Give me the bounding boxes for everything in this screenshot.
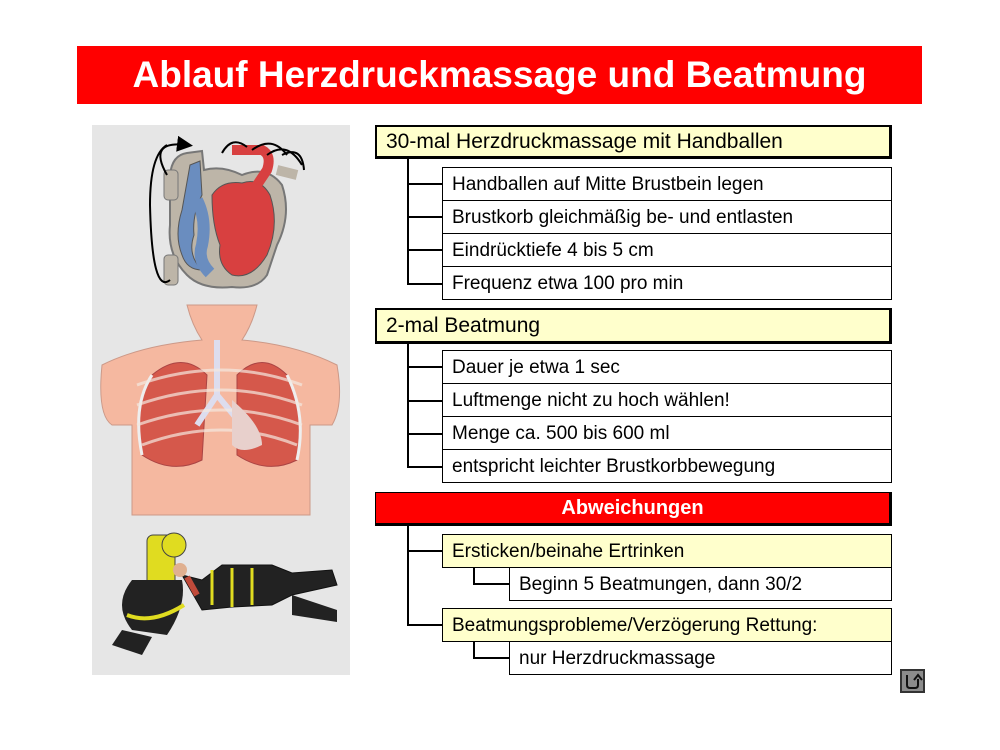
- deviation-ventilation: Beatmungsprobleme/Verzögerung Rettung:: [442, 608, 892, 642]
- list-item: Brustkorb gleichmäßig be- und entlasten: [442, 200, 892, 234]
- list-item: Handballen auf Mitte Brustbein legen: [442, 167, 892, 201]
- connector-line: [407, 183, 442, 185]
- firefighter-cpr-illustration: [112, 533, 337, 655]
- connector-line: [407, 216, 442, 218]
- illustration-panel: [92, 125, 350, 675]
- deviation-drowning: Ersticken/beinahe Ertrinken: [442, 534, 892, 568]
- section1-heading: 30-mal Herzdruckmassage mit Handballen: [375, 125, 892, 159]
- lungs-torso-illustration: [101, 305, 340, 515]
- list-item: Eindrücktiefe 4 bis 5 cm: [442, 233, 892, 267]
- deviation-ventilation-detail: nur Herzdruckmassage: [509, 641, 892, 675]
- heart-illustration: [150, 142, 304, 287]
- list-item: Luftmenge nicht zu hoch wählen!: [442, 383, 892, 417]
- deviation-drowning-detail: Beginn 5 Beatmungen, dann 30/2: [509, 567, 892, 601]
- connector-line: [473, 583, 509, 585]
- connector-line: [407, 624, 442, 626]
- list-item: Dauer je etwa 1 sec: [442, 350, 892, 384]
- connector-line: [407, 344, 409, 468]
- section2-heading: 2-mal Beatmung: [375, 308, 892, 344]
- connector-line: [407, 283, 442, 285]
- return-arrow-icon: [902, 671, 923, 691]
- page-title: Ablauf Herzdruckmassage und Beatmung: [77, 46, 922, 104]
- connector-line: [407, 249, 442, 251]
- connector-line: [407, 550, 442, 552]
- connector-line: [407, 159, 409, 285]
- list-item: entspricht leichter Brustkorbbewegung: [442, 449, 892, 483]
- return-button[interactable]: [900, 669, 925, 693]
- connector-line: [407, 366, 442, 368]
- connector-line: [407, 400, 442, 402]
- section3-heading: Abweichungen: [375, 492, 892, 526]
- connector-line: [407, 466, 442, 468]
- connector-line: [407, 433, 442, 435]
- list-item: Menge ca. 500 bis 600 ml: [442, 416, 892, 450]
- list-item: Frequenz etwa 100 pro min: [442, 266, 892, 300]
- connector-line: [473, 657, 509, 659]
- connector-line: [407, 526, 409, 626]
